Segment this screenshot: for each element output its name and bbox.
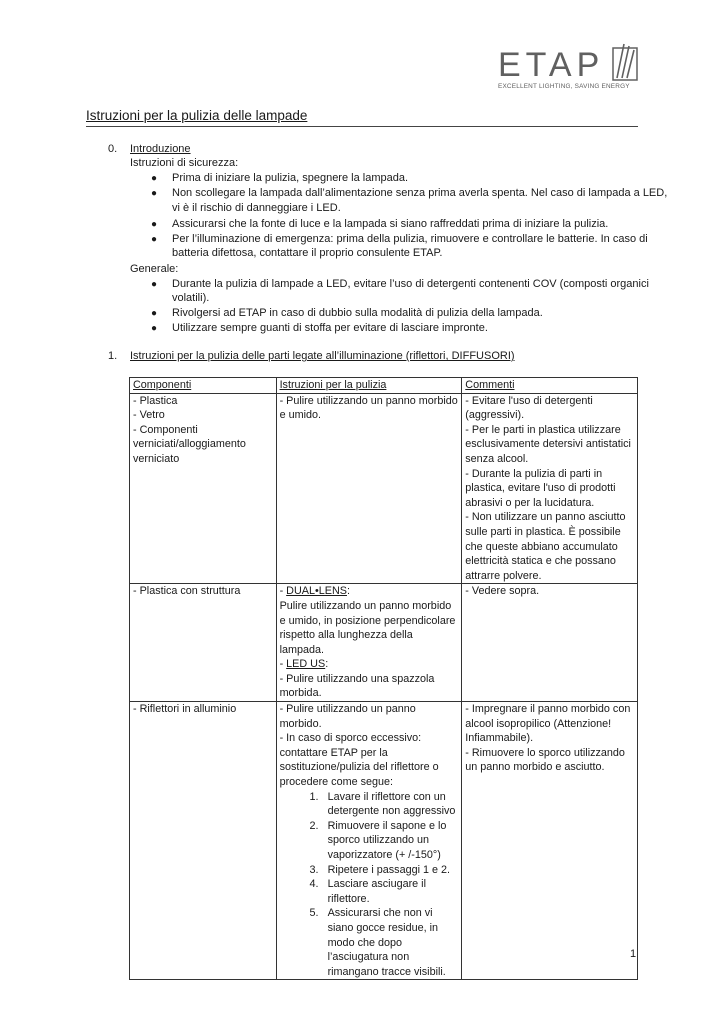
- comments-text: - Impregnare il panno morbido con alcool isopropilico (Attenzione! Infiammabile). - Rimuovere lo sporco utilizzando un panno morbido e asciutto.: [465, 703, 631, 774]
- general-item-2: Rivolgersi ad ETAP in caso di dubbio sulla modalità di pulizia della lampada.: [172, 307, 543, 319]
- header-comments: Commenti: [462, 378, 638, 394]
- dual-lens-label: DUAL•LENS: [286, 585, 347, 598]
- cell-comments: [462, 584, 638, 702]
- section-0-number: 0.: [108, 143, 118, 155]
- safety-item-4-line-2: batteria difettosa, contattare il proprio consulente ETAP.: [172, 247, 443, 259]
- safety-item-3: Assicurarsi che la fonte di luce e la lampada si siano raffreddati prima di iniziare la pulizia.: [172, 218, 609, 230]
- cleaning-table: [129, 377, 638, 980]
- cleaning-steps: [280, 790, 459, 980]
- bullet-icon: ●: [151, 308, 158, 319]
- cell-components: [130, 702, 277, 980]
- table-row: [130, 584, 638, 702]
- header-components: Componenti: [130, 378, 277, 394]
- bullet-icon: ●: [151, 188, 158, 199]
- bullet-icon: ●: [151, 234, 158, 245]
- cell-comments: [462, 702, 638, 980]
- step-item: 1. Lavare il riflettore con un detergente non aggressivo: [322, 790, 459, 819]
- comments-text: - Vedere sopra.: [465, 585, 540, 598]
- step-item: 2. Rimuovere il sapone e lo sporco utilizzando un vaporizzatore (+ /-150°): [322, 819, 459, 863]
- step-item: 4. Lasciare asciugare il riflettore.: [322, 877, 459, 906]
- instructions-intro: - Pulire utilizzando un panno morbido. - In caso di sporco eccessivo: contattare ETAP per la sostituzione/pulizia del riflettore o procedere come segue:: [279, 703, 439, 789]
- safety-item-4-line-1: Per l’illuminazione di emergenza: prima della pulizia, rimuovere e controllare le batterie. In caso di: [172, 233, 648, 245]
- etap-logo: [498, 42, 640, 92]
- dual-lens-text: Pulire utilizzando un panno morbido e umido, in posizione perpendicolare rispetto alla lunghezza della lampada.: [279, 599, 456, 656]
- logo-tagline: EXCELLENT LIGHTING, SAVING ENERGY: [498, 83, 630, 90]
- section-1-number: 1.: [108, 350, 118, 362]
- bullet-icon: ●: [151, 219, 158, 230]
- safety-item-2-line-2: vi è il rischio di danneggiare i LED.: [172, 202, 341, 214]
- logo-mark-icon: [612, 42, 638, 82]
- general-item-1-line-1: Durante la pulizia di lampade a LED, evitare l’uso di detergenti contenenti COV (composti organici: [172, 278, 649, 290]
- step-item: 3. Ripetere i passaggi 1 e 2.: [322, 863, 459, 878]
- safety-item-1: Prima di iniziare la pulizia, spegnere la lampada.: [172, 172, 409, 184]
- title-divider: [86, 126, 638, 127]
- safety-label: Istruzioni di sicurezza:: [130, 157, 239, 169]
- bullet-icon: ●: [151, 323, 158, 334]
- general-item-3: Utilizzare sempre guanti di stoffa per evitare di lasciare impronte.: [172, 322, 488, 334]
- table-header-row: [130, 378, 638, 394]
- cell-instructions: [276, 584, 462, 702]
- section-1-heading: Istruzioni per la pulizia delle parti legate all’illuminazione (riflettori, DIFFUSORI): [130, 350, 515, 362]
- comments-text: - Evitare l'uso di detergenti (aggressivi). - Per le parti in plastica utilizzare esclusivamente detersivi antistatici senza alcool. - Durante la pulizia di parti in plastica, evitare l'uso di prodotti abrasivi o per la lucidatura. - Non utilizzare un panno asciutto sulle parti in plastica. È possibile che queste abbiano accumulato elettricità statica e che possano attrarre polvere.: [465, 394, 631, 582]
- cell-components: [130, 393, 277, 584]
- page-number: 1: [630, 948, 637, 960]
- instructions-text: - Pulire utilizzando un panno morbido e umido.: [279, 394, 458, 422]
- page-title: Istruzioni per la pulizia delle lampade: [86, 108, 308, 123]
- safety-item-2-line-1: Non scollegare la lampada dall’alimentazione senza prima averla spenta. Nel caso di lampada a LED,: [172, 187, 668, 199]
- led-us-line: - LED US:: [279, 658, 329, 671]
- general-item-1-line-2: volatili).: [172, 292, 210, 304]
- led-us-label: LED US: [286, 658, 326, 671]
- led-us-text: - Pulire utilizzando una spazzola morbida.: [279, 672, 435, 700]
- bullet-icon: ●: [151, 173, 158, 184]
- components-text: - Plastica con struttura: [133, 585, 241, 598]
- logo-text: ETAP: [498, 46, 605, 84]
- section-0-heading: Introduzione: [130, 143, 191, 155]
- table-row: [130, 393, 638, 584]
- cell-instructions: [276, 702, 462, 980]
- dual-lens-line: - DUAL•LENS:: [279, 585, 350, 598]
- header-instructions: Istruzioni per la pulizia: [276, 378, 462, 394]
- components-text: - Riflettori in alluminio: [133, 703, 237, 716]
- cell-components: [130, 584, 277, 702]
- step-item: 5. Assicurarsi che non vi siano gocce residue, in modo che dopo l’asciugatura non rimangano tracce visibili.: [322, 906, 459, 979]
- cell-instructions: [276, 393, 462, 584]
- table-row: [130, 702, 638, 980]
- components-text: - Plastica - Vetro - Componenti verniciati/alloggiamento verniciato: [133, 394, 246, 465]
- bullet-icon: ●: [151, 279, 158, 290]
- cell-comments: [462, 393, 638, 584]
- general-label: Generale:: [130, 263, 179, 275]
